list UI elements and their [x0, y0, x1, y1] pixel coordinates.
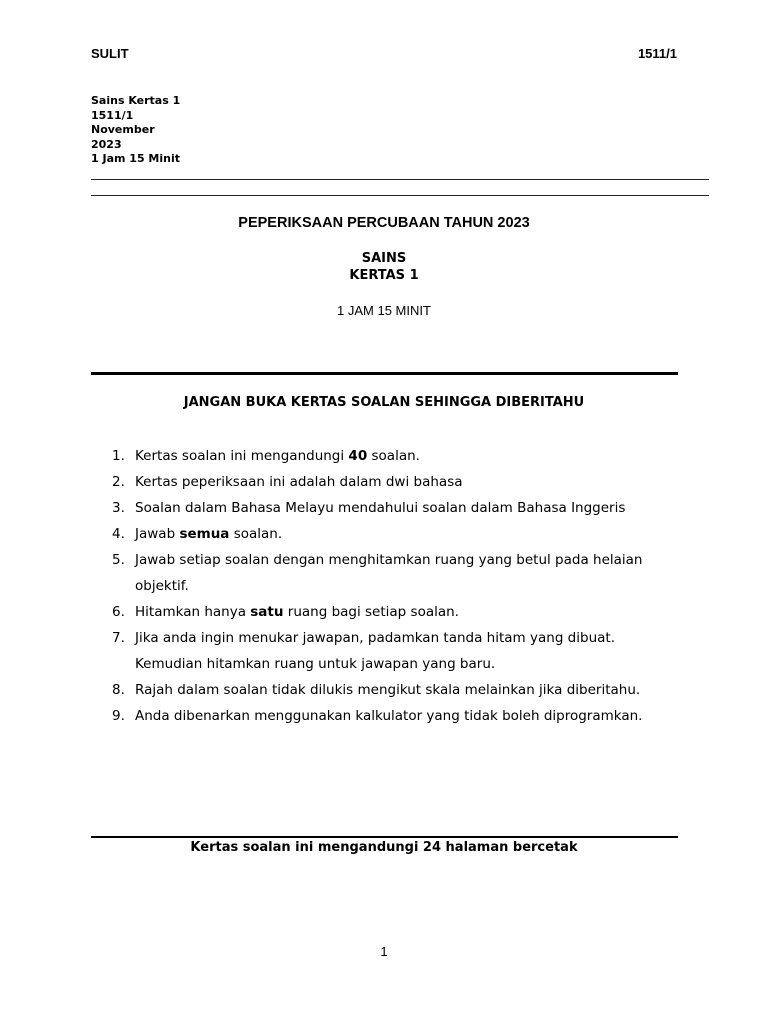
meta-duration: 1 Jam 15 Minit [91, 152, 181, 165]
meta-subject-paper: Sains Kertas 1 [91, 94, 181, 107]
instruction-item: 7. Jika anda ingin menukar jawapan, padamkan tanda hitam yang dibuat. Kemudian hitamkan ruang untuk jawapan yang baru. [91, 625, 678, 677]
instruction-item: 9. Anda dibenarkan menggunakan kalkulator yang tidak boleh diprogramkan. [91, 703, 678, 729]
meta-code: 1511/1 [91, 108, 134, 122]
header-paper-code: 1511/1 [637, 46, 677, 61]
instruction-item: 3. Soalan dalam Bahasa Melayu mendahului soalan dalam Bahasa Inggeris [91, 495, 678, 521]
question-count: 40 [348, 448, 368, 464]
instruction-number: 7. [112, 630, 125, 646]
exam-title: PEPERIKSAAN PERCUBAAN TAHUN 2023 [238, 215, 530, 231]
bottom-divider [91, 836, 678, 838]
instruction-number: 6. [112, 604, 125, 620]
meta-month: November [91, 123, 155, 136]
exam-duration: 1 JAM 15 MINIT [337, 303, 431, 318]
header-classification: SULIT [91, 46, 129, 61]
instruction-number: 9. [112, 708, 125, 724]
subject-title: SAINS [361, 251, 407, 266]
instruction-item: 2. Kertas peperiksaan ini adalah dalam dwi bahasa [91, 469, 678, 495]
instruction-number: 5. [112, 552, 125, 568]
meta-year: 2023 [91, 137, 122, 151]
instruction-item: 6. Hitamkan hanya satu ruang bagi setiap soalan. [91, 599, 678, 625]
page-number: 1 [380, 944, 388, 959]
paper-title: KERTAS 1 [349, 268, 419, 283]
instruction-number: 1. [112, 448, 125, 464]
blank-line-2: _______________________________________________________________________________________________________ [91, 182, 709, 196]
instruction-item: 5. Jawab setiap soalan dengan menghitamkan ruang yang betul pada helaian objektif. [91, 547, 678, 599]
instruction-number: 8. [112, 682, 125, 698]
instruction-item: 4. Jawab semua soalan. [91, 521, 678, 547]
instruction-number: 2. [112, 474, 125, 490]
instruction-number: 4. [112, 526, 125, 542]
warning-notice: JANGAN BUKA KERTAS SOALAN SEHINGGA DIBERITAHU [183, 395, 585, 410]
instructions-list [91, 443, 678, 729]
instruction-item: 1. Kertas soalan ini mengandungi 40 soalan. [91, 443, 678, 469]
instruction-number: 3. [112, 500, 125, 516]
paper-meta-block [91, 94, 180, 167]
blank-line-1: _______________________________________________________________________________________________________ [91, 166, 709, 180]
instruction-item: 8. Rajah dalam soalan tidak dilukis mengikut skala melainkan jika diberitahu. [91, 677, 678, 703]
top-divider [91, 372, 678, 375]
page-count-note: Kertas soalan ini mengandungi 24 halaman bercetak [190, 840, 578, 855]
